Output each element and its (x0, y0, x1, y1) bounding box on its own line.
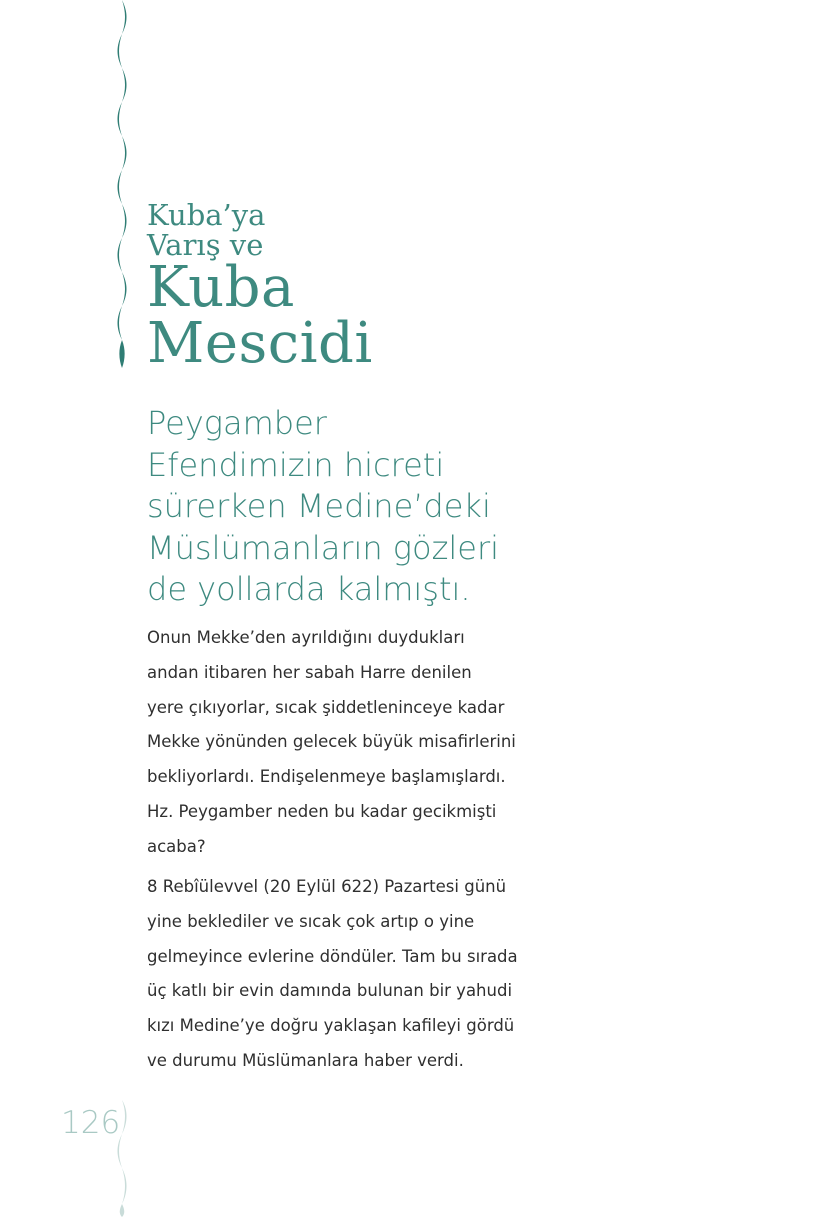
chapter-title-line-1: Kuba’ya (147, 198, 266, 232)
paragraph-line: Hz. Peygamber neden bu kadar gecikmişti (147, 801, 497, 821)
paragraph-line: Onun Mekke’den ayrıldığını duydukları (147, 628, 465, 647)
chapter-title-line-3: Kuba (147, 255, 295, 320)
paragraph-line: ve durumu Müslümanlara haber verdi. (147, 1050, 464, 1070)
lead-line: Müslümanların gözleri (147, 528, 499, 567)
paragraph-line: 8 Rebîülevvel (20 Eylül 622) Pazartesi günü (147, 877, 507, 896)
paragraph-line: kızı Medine’ye doğru yaklaşan kafileyi gördü (147, 1016, 515, 1036)
wave-ornament-bottom-shape (118, 1100, 127, 1217)
body-paragraph-1 (147, 621, 547, 865)
chapter-title (147, 198, 373, 376)
page-number: 126 (61, 1105, 121, 1141)
lead-line: sürerken Medine’deki (147, 487, 491, 525)
paragraph-line: üç katlı bir evin damında bulunan bir yahudi (147, 981, 513, 1001)
paragraph-line: yine beklediler ve sıcak çok artıp o yine (147, 911, 475, 931)
wave-ornament-top-shape (118, 0, 127, 368)
chapter-title-line-2: Varış ve (147, 228, 264, 262)
paragraph-line: gelmeyince evlerine döndüler. Tam bu sırada (147, 946, 518, 966)
lead-line: Peygamber (147, 404, 327, 442)
chapter-title-line-4: Mescidi (147, 311, 373, 376)
wave-ornament-top (112, 0, 132, 368)
wave-ornament-bottom (112, 1100, 132, 1217)
lead-line: Efendimizin hicreti (147, 445, 445, 484)
lead-line: de yollarda kalmıştı. (147, 570, 471, 608)
body-paragraph-2 (147, 870, 547, 1079)
paragraph-line: yere çıkıyorlar, sıcak şiddetleninceye kadar (147, 697, 505, 717)
paragraph-line: Mekke yönünden gelecek büyük misafirlerini (147, 732, 516, 752)
paragraph-line: bekliyorlardı. Endişelenmeye başlamışlardı. (147, 767, 506, 787)
paragraph-line: andan itibaren her sabah Harre denilen (147, 662, 472, 682)
paragraph-line: acaba? (147, 836, 206, 856)
lead-paragraph (147, 403, 567, 611)
